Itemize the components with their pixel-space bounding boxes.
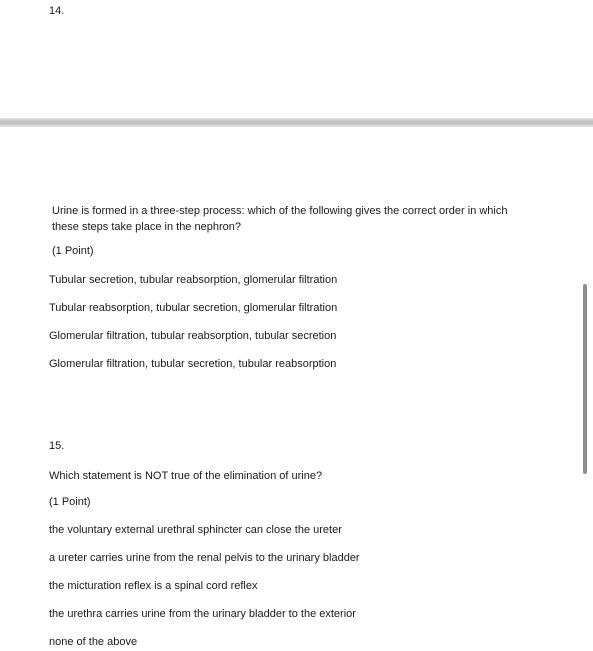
question-14-prompt [52,203,552,235]
question-15-option-5[interactable]: none of the above [49,636,138,648]
question-14-option-2[interactable]: Tubular reabsorption, tubular secretion, glomerular filtration [49,302,338,314]
question-15-number: 15. [49,440,65,452]
question-14-option-4[interactable]: Glomerular filtration, tubular secretion, tubular reabsorption [49,358,337,370]
question-14-option-1[interactable]: Tubular secretion, tubular reabsorption, glomerular filtration [49,274,338,286]
question-14-number: 14. [49,5,65,17]
question-15-option-2[interactable]: a ureter carries urine from the renal pelvis to the urinary bladder [49,552,360,564]
vertical-scrollbar[interactable] [583,284,587,474]
question-15-option-3[interactable]: the micturation reflex is a spinal cord reflex [49,580,258,592]
question-15-option-1[interactable]: the voluntary external urethral sphincter can close the ureter [49,524,342,536]
question-14-prompt-line-1: Urine is formed in a three-step process: which of the following gives the correct order in which [52,205,508,217]
question-15-prompt: Which statement is NOT true of the elimination of urine? [49,470,323,482]
section-divider [0,118,593,127]
question-14-option-3[interactable]: Glomerular filtration, tubular reabsorption, tubular secretion [49,330,337,342]
question-15-option-4[interactable]: the urethra carries urine from the urinary bladder to the exterior [49,608,356,620]
question-15-points: (1 Point) [49,496,91,508]
question-14-prompt-line-2: these steps take place in the nephron? [52,221,241,233]
question-14-points: (1 Point) [52,245,94,257]
